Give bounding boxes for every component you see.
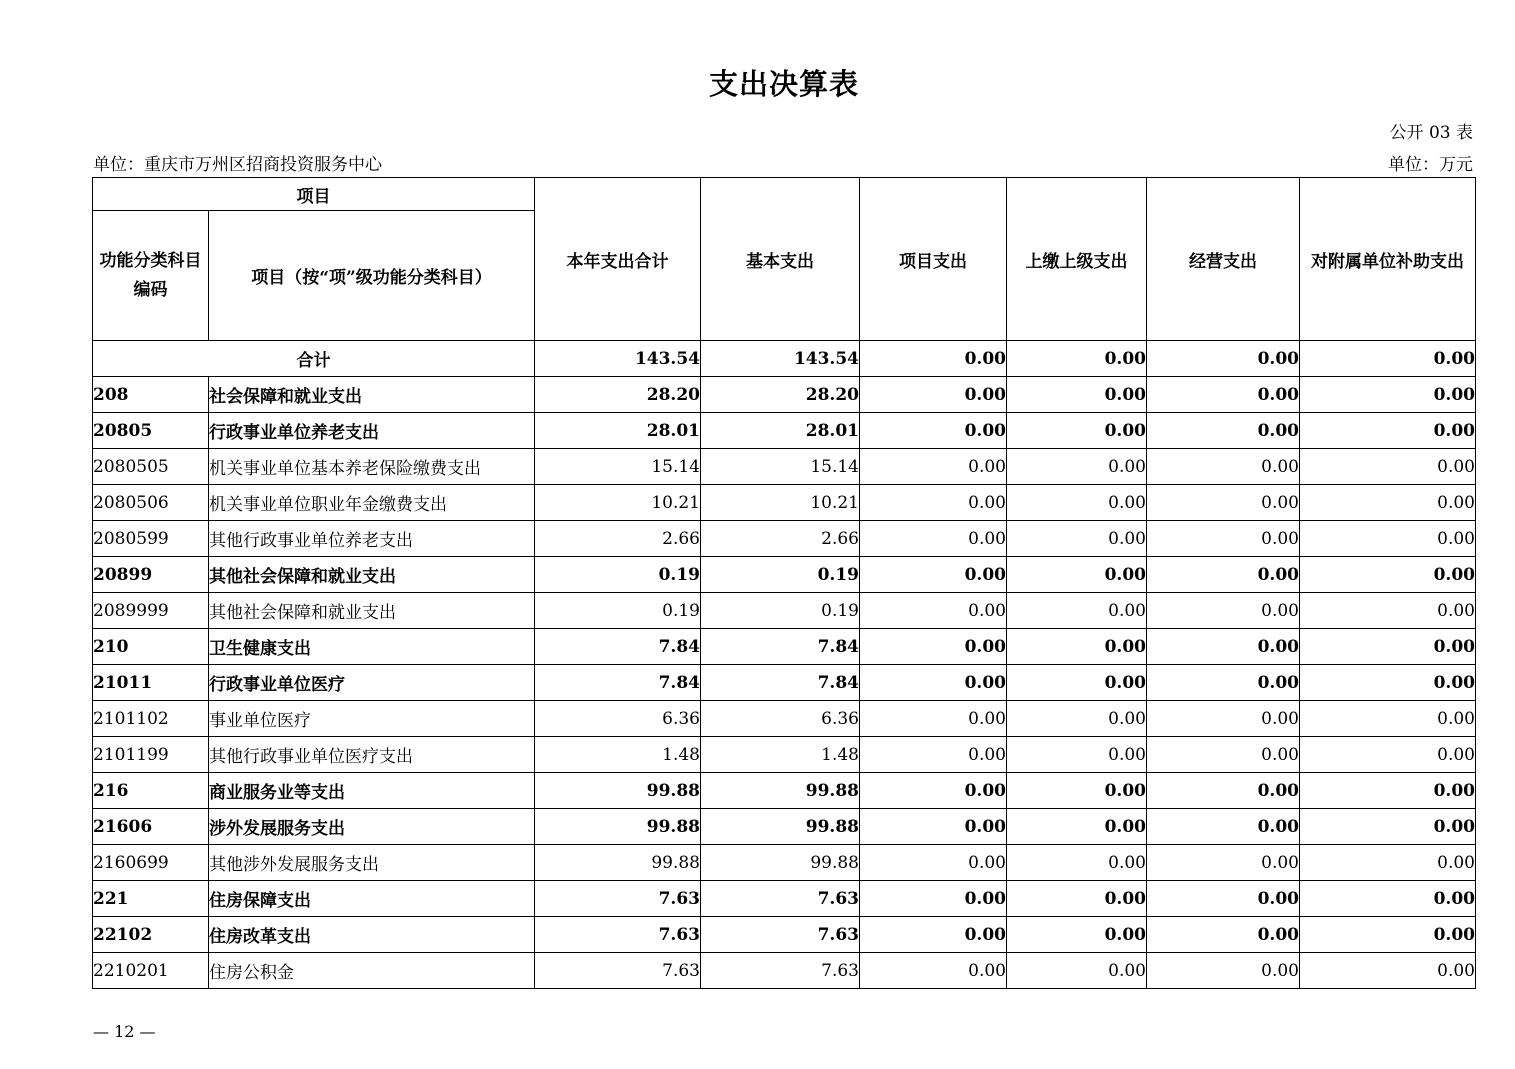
cell-project: 0.00 (860, 737, 1007, 773)
cell-project: 0.00 (860, 953, 1007, 989)
cell-total: 7.63 (535, 953, 701, 989)
cell-project: 0.00 (860, 449, 1007, 485)
cell-code: 22102 (93, 917, 209, 953)
cell-project: 0.00 (860, 629, 1007, 665)
cell-subsidy: 0.00 (1300, 593, 1476, 629)
cell-code: 2160699 (93, 845, 209, 881)
cell-upper: 0.00 (1007, 773, 1147, 809)
cell-code: 2101102 (93, 701, 209, 737)
cell-total: 7.63 (535, 917, 701, 953)
table-row (93, 485, 1476, 521)
cell-upper: 0.00 (1007, 413, 1147, 449)
cell-business: 0.00 (1147, 557, 1300, 593)
cell-total: 99.88 (535, 773, 701, 809)
cell-business: 0.00 (1147, 593, 1300, 629)
cell-code: 21606 (93, 809, 209, 845)
cell-basic: 143.54 (701, 341, 860, 377)
cell-subsidy: 0.00 (1300, 449, 1476, 485)
cell-basic: 6.36 (701, 701, 860, 737)
cell-subsidy: 0.00 (1300, 737, 1476, 773)
cell-business: 0.00 (1147, 701, 1300, 737)
header-subsidy: 对附属单位补助支出 (1300, 178, 1476, 341)
table-row (93, 521, 1476, 557)
cell-total: 0.19 (535, 557, 701, 593)
cell-basic: 1.48 (701, 737, 860, 773)
cell-total: 10.21 (535, 485, 701, 521)
cell-code: 2080599 (93, 521, 209, 557)
cell-upper: 0.00 (1007, 953, 1147, 989)
cell-total: 143.54 (535, 341, 701, 377)
cell-upper: 0.00 (1007, 449, 1147, 485)
cell-code: 210 (93, 629, 209, 665)
cell-basic: 7.84 (701, 629, 860, 665)
cell-name: 其他涉外发展服务支出 (209, 845, 535, 881)
cell-total: 0.19 (535, 593, 701, 629)
table-row (93, 701, 1476, 737)
cell-project: 0.00 (860, 809, 1007, 845)
cell-subsidy: 0.00 (1300, 953, 1476, 989)
cell-subsidy: 0.00 (1300, 809, 1476, 845)
cell-business: 0.00 (1147, 341, 1300, 377)
table-row (93, 413, 1476, 449)
cell-subsidy: 0.00 (1300, 521, 1476, 557)
cell-basic: 0.19 (701, 557, 860, 593)
cell-business: 0.00 (1147, 629, 1300, 665)
cell-business: 0.00 (1147, 485, 1300, 521)
cell-name: 其他行政事业单位医疗支出 (209, 737, 535, 773)
cell-project: 0.00 (860, 845, 1007, 881)
cell-business: 0.00 (1147, 809, 1300, 845)
cell-business: 0.00 (1147, 413, 1300, 449)
cell-business: 0.00 (1147, 665, 1300, 701)
cell-basic: 2.66 (701, 521, 860, 557)
cell-upper: 0.00 (1007, 377, 1147, 413)
cell-subsidy: 0.00 (1300, 773, 1476, 809)
cell-upper: 0.00 (1007, 665, 1147, 701)
cell-name: 住房保障支出 (209, 881, 535, 917)
cell-business: 0.00 (1147, 521, 1300, 557)
cell-code: 2210201 (93, 953, 209, 989)
cell-upper: 0.00 (1007, 917, 1147, 953)
organization-unit: 单位：重庆市万州区招商投资服务中心 (93, 155, 382, 175)
header-name: 项目（按“项”级功能分类科目） (209, 211, 535, 341)
cell-name: 其他社会保障和就业支出 (209, 557, 535, 593)
header-upper: 上缴上级支出 (1007, 178, 1147, 341)
cell-upper: 0.00 (1007, 809, 1147, 845)
header-item-group: 项目 (93, 178, 535, 211)
cell-code: 21011 (93, 665, 209, 701)
cell-upper: 0.00 (1007, 701, 1147, 737)
cell-code: 216 (93, 773, 209, 809)
table-row (93, 449, 1476, 485)
cell-subsidy: 0.00 (1300, 341, 1476, 377)
cell-total: 15.14 (535, 449, 701, 485)
cell-name: 事业单位医疗 (209, 701, 535, 737)
table-row (93, 845, 1476, 881)
cell-basic: 0.19 (701, 593, 860, 629)
cell-project: 0.00 (860, 665, 1007, 701)
cell-code: 2089999 (93, 593, 209, 629)
cell-basic: 7.84 (701, 665, 860, 701)
cell-upper: 0.00 (1007, 845, 1147, 881)
cell-subsidy: 0.00 (1300, 377, 1476, 413)
cell-total: 28.01 (535, 413, 701, 449)
cell-subsidy: 0.00 (1300, 701, 1476, 737)
table-row (93, 953, 1476, 989)
cell-project: 0.00 (860, 701, 1007, 737)
page-number: — 12 — (93, 1022, 156, 1041)
cell-project: 0.00 (860, 341, 1007, 377)
cell-business: 0.00 (1147, 449, 1300, 485)
cell-upper: 0.00 (1007, 881, 1147, 917)
table-row (93, 917, 1476, 953)
cell-code: 2101199 (93, 737, 209, 773)
cell-name: 住房公积金 (209, 953, 535, 989)
cell-basic: 10.21 (701, 485, 860, 521)
cell-project: 0.00 (860, 521, 1007, 557)
table-row (93, 629, 1476, 665)
table-row (93, 809, 1476, 845)
table-row (93, 593, 1476, 629)
cell-name: 社会保障和就业支出 (209, 377, 535, 413)
header-project: 项目支出 (860, 178, 1007, 341)
cell-total: 99.88 (535, 809, 701, 845)
cell-name: 卫生健康支出 (209, 629, 535, 665)
cell-project: 0.00 (860, 917, 1007, 953)
cell-total: 7.84 (535, 629, 701, 665)
cell-basic: 99.88 (701, 773, 860, 809)
cell-subsidy: 0.00 (1300, 629, 1476, 665)
cell-name: 商业服务业等支出 (209, 773, 535, 809)
cell-basic: 28.01 (701, 413, 860, 449)
cell-basic: 7.63 (701, 953, 860, 989)
header-total: 本年支出合计 (535, 178, 701, 341)
cell-business: 0.00 (1147, 953, 1300, 989)
cell-subsidy: 0.00 (1300, 665, 1476, 701)
currency-unit: 单位：万元 (1388, 155, 1473, 175)
header-business: 经营支出 (1147, 178, 1300, 341)
cell-upper: 0.00 (1007, 557, 1147, 593)
cell-subsidy: 0.00 (1300, 881, 1476, 917)
cell-basic: 28.20 (701, 377, 860, 413)
cell-code: 20899 (93, 557, 209, 593)
cell-subsidy: 0.00 (1300, 413, 1476, 449)
cell-business: 0.00 (1147, 737, 1300, 773)
cell-upper: 0.00 (1007, 521, 1147, 557)
cell-subsidy: 0.00 (1300, 917, 1476, 953)
cell-business: 0.00 (1147, 845, 1300, 881)
cell-code: 20805 (93, 413, 209, 449)
cell-name: 涉外发展服务支出 (209, 809, 535, 845)
header-basic: 基本支出 (701, 178, 860, 341)
cell-name: 行政事业单位养老支出 (209, 413, 535, 449)
cell-upper: 0.00 (1007, 593, 1147, 629)
cell-upper: 0.00 (1007, 485, 1147, 521)
cell-code: 208 (93, 377, 209, 413)
cell-name: 机关事业单位基本养老保险缴费支出 (209, 449, 535, 485)
cell-code: 221 (93, 881, 209, 917)
cell-subsidy: 0.00 (1300, 485, 1476, 521)
table-row (93, 557, 1476, 593)
cell-business: 0.00 (1147, 773, 1300, 809)
cell-upper: 0.00 (1007, 629, 1147, 665)
cell-project: 0.00 (860, 377, 1007, 413)
page-title: 支出决算表 (708, 67, 859, 101)
cell-name: 其他社会保障和就业支出 (209, 593, 535, 629)
cell-upper: 0.00 (1007, 737, 1147, 773)
total-row (93, 341, 1476, 377)
cell-total: 99.88 (535, 845, 701, 881)
cell-total: 2.66 (535, 521, 701, 557)
cell-project: 0.00 (860, 881, 1007, 917)
table-row (93, 773, 1476, 809)
cell-subsidy: 0.00 (1300, 557, 1476, 593)
cell-business: 0.00 (1147, 377, 1300, 413)
cell-name: 行政事业单位医疗 (209, 665, 535, 701)
cell-project: 0.00 (860, 413, 1007, 449)
cell-total: 28.20 (535, 377, 701, 413)
cell-basic: 7.63 (701, 881, 860, 917)
cell-basic: 99.88 (701, 845, 860, 881)
cell-basic: 99.88 (701, 809, 860, 845)
cell-business: 0.00 (1147, 881, 1300, 917)
cell-basic: 7.63 (701, 917, 860, 953)
cell-basic: 15.14 (701, 449, 860, 485)
table-row (93, 881, 1476, 917)
table-row (93, 377, 1476, 413)
form-number: 公开 03 表 (1389, 123, 1473, 143)
table-row (93, 665, 1476, 701)
cell-name: 住房改革支出 (209, 917, 535, 953)
cell-project: 0.00 (860, 485, 1007, 521)
cell-upper: 0.00 (1007, 341, 1147, 377)
cell-name: 其他行政事业单位养老支出 (209, 521, 535, 557)
cell-project: 0.00 (860, 773, 1007, 809)
table-row (93, 737, 1476, 773)
header-code: 功能分类科目编码 (93, 211, 209, 341)
cell-total: 7.63 (535, 881, 701, 917)
cell-project: 0.00 (860, 593, 1007, 629)
cell-code: 2080505 (93, 449, 209, 485)
cell-subsidy: 0.00 (1300, 845, 1476, 881)
cell-total: 7.84 (535, 665, 701, 701)
cell-total: 6.36 (535, 701, 701, 737)
cell-code: 2080506 (93, 485, 209, 521)
total-label: 合计 (93, 341, 535, 377)
expenditure-table (92, 177, 1476, 989)
cell-business: 0.00 (1147, 917, 1300, 953)
cell-total: 1.48 (535, 737, 701, 773)
cell-project: 0.00 (860, 557, 1007, 593)
cell-name: 机关事业单位职业年金缴费支出 (209, 485, 535, 521)
